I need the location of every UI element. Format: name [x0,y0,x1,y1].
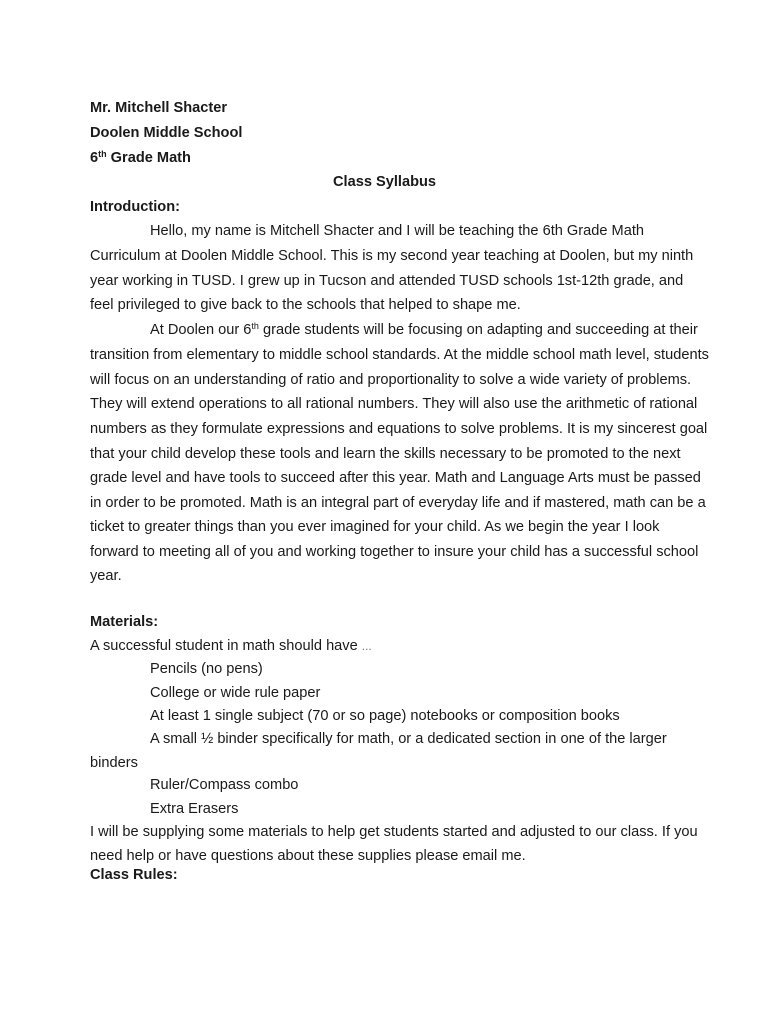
grade-superscript: th [98,149,107,159]
intro-p1-line: Hello, my name is Mitchell Shacter and I will be teaching the 6th Grade Math [150,223,644,239]
grade-number: 6 [90,150,99,166]
intro-p2-line: transition from elementary to middle school standards. At the middle school math level, students [90,347,709,363]
materials-item: College or wide rule paper [150,685,321,701]
materials-item: Pencils (no pens) [150,661,263,677]
intro-p2-line: that your child develop these tools and learn the skills necessary to be promoted to the next [90,446,681,462]
class-rules-heading: Class Rules: [90,867,178,883]
materials-item: At least 1 single subject (70 or so page) notebooks or composition books [150,708,620,724]
intro-p2-text: At Doolen our 6 [150,322,252,338]
materials-heading: Materials: [90,614,159,630]
intro-p2-line: in order to be promoted. Math is an integral part of everyday life and if mastered, math can be a [90,495,706,511]
intro-p2-line: numbers as they formulate expressions and equations to solve problems. It is my sincerest goal [90,421,708,437]
teacher-name: Mr. Mitchell Shacter [90,100,228,116]
intro-p2-line: ticket to greater things than you ever imagined for your child. As we begin the year I look [90,519,660,535]
materials-closing-line: I will be supplying some materials to help get students started and adjusted to our class. If you [90,824,698,840]
intro-p2-superscript: th [251,321,259,331]
introduction-heading: Introduction: [90,199,180,215]
materials-item: A small ½ binder specifically for math, or a dedicated section in one of the larger [150,731,667,747]
materials-intro [90,637,372,655]
intro-p2-line [150,321,698,339]
intro-p2-line: year. [90,568,122,584]
materials-intro-text: A successful student in math should have [90,638,362,654]
intro-p2-line: They will extend operations to all rational numbers. They will also use the arithmetic of rational [90,396,698,412]
intro-p1-line: feel privileged to give back to the schools that helped to shape me. [90,297,521,313]
grade-label: Grade Math [106,150,191,166]
page-title: Class Syllabus [333,174,437,190]
intro-p2-text: grade students will be focusing on adapting and succeeding at their [258,322,698,338]
materials-item: Extra Erasers [150,801,239,817]
intro-p2-line: grade level and have tools to succeed after this year. Math and Language Arts must be passed [90,470,701,486]
intro-p2-line: will focus on an understanding of ratio and proportionality to solve a wide variety of problems. [90,372,692,388]
course-name [90,149,191,167]
intro-p2-line: forward to meeting all of you and working together to insure your child has a successful school [90,544,699,560]
materials-item-wrap: binders [90,755,138,771]
materials-closing-line: need help or have questions about these supplies please email me. [90,848,526,864]
school-name: Doolen Middle School [90,125,243,141]
materials-item: Ruler/Compass combo [150,777,299,793]
intro-p1-line: Curriculum at Doolen Middle School. This is my second year teaching at Doolen, but my ninth [90,248,694,264]
intro-p1-line: year working in TUSD. I grew up in Tucson and attended TUSD schools 1st-12th grade, and [90,273,684,289]
materials-intro-ellipsis: ... [361,639,372,653]
